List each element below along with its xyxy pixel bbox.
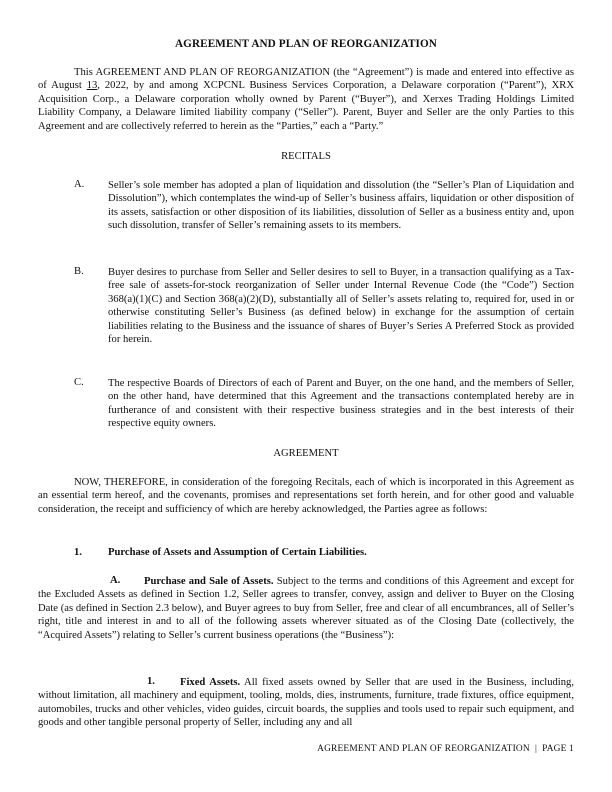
section-a-label: A. [110,575,121,586]
footer-separator: | [534,744,538,754]
document-title: AGREEMENT AND PLAN OF REORGANIZATION [175,38,437,50]
section-1-heading: Purchase of Assets and Assumption of Certain Liabilities. [108,547,367,558]
intro-text-end: , 2022, by and among XCPCNL Business Services Corporation, a Delaware corporation (“Parent”), XRX Acquisition Corp., a Delaware corporation wholly owned by Parent (“Buyer”), and Xerxes Trading Holdings Limited Liability Company, a Delaware limited liability company (“Seller”). Parent, Buyer and Seller are the only Parties to this Agreement and are collectively referred to herein as the “Parties,” each a “Party.” [38,80,574,132]
item-1-paragraph [38,676,574,730]
item-1-heading: Fixed Assets. [180,677,241,688]
page-footer [317,744,574,754]
footer-page-number: PAGE 1 [542,744,574,754]
intro-paragraph [38,66,574,133]
effective-day: 13 [86,80,98,92]
recital-c-label: C. [74,377,84,388]
recitals-heading: RECITALS [281,151,331,162]
recital-c-text: The respective Boards of Directors of each of Parent and Buyer, on the one hand, and the members of Seller, on the other hand, have determined that this Agreement and the transactions contemplated hereby are in furtherance of and consistent with their respective business strategies and in the best interests of their respective equity owners. [108,378,574,430]
recital-b-text: Buyer desires to purchase from Seller and Seller desires to sell to Buyer, in a transaction qualifying as a Tax-free sale of assets-for-stock reorganization of Seller under Internal Revenue Code (the “Code”) Section 368(a)(1)(C) and Section 368(a)(2)(D), substantially all of Seller’s assets relating to, required for, used in or otherwise constituting Seller’s Business (as defined below) in exchange for the assumption of certain liabilities relating to the Business and the issuance of shares of Buyer’s Series A Preferred Stock as provided for herein. [108,267,574,346]
item-1-label: 1. [147,676,155,687]
section-a-paragraph [38,575,574,642]
footer-title: AGREEMENT AND PLAN OF REORGANIZATION [317,744,530,754]
item-1-text: All fixed assets owned by Seller that are used in the Business, including, without limitation, all machinery and equipment, tooling, molds, dies, instruments, furniture, trade fixtures, office equipment, automobiles, trucks and other vehicles, video guides, circuit boards, the supplies and tools used to repair such equipment, and goods and other tangible personal property of Seller, including any and all [38,677,574,729]
section-a-text: Subject to the terms and conditions of this Agreement and except for the Excluded Assets as defined in Section 1.2, Seller agrees to transfer, convey, assign and deliver to Buyer on the Closing Date (as defined in Section 2.3 below), and Buyer agrees to buy from Seller, free and clear of all encumbrances, all of Seller’s right, title and interest in and to all of the following assets wherever situated as of the Closing Date (collectively, the “Acquired Assets”) relating to Seller’s current business operations (the “Business”): [38,576,575,641]
section-a-heading: Purchase and Sale of Assets. [144,576,274,587]
recital-b-label: B. [74,266,84,277]
agreement-heading: AGREEMENT [273,448,339,459]
recital-a-text: Seller’s sole member has adopted a plan of liquidation and dissolution (the “Seller’s Plan of Liquidation and Dissolution”), which contemplates the wind-up of Seller’s business affairs, liquidation or other disposition of its assets, satisfaction or other disposition of its liabilities, dissolution of Seller as a business entity and, upon such dissolution, transfer of Seller’s remaining assets to its members. [108,180,574,232]
recital-a-label: A. [74,179,85,190]
section-1-number: 1. [74,547,82,558]
intro-text-start: This AGREEMENT AND PLAN OF REORGANIZATION (the “Agreement”) is made and entered into effective as of August [38,67,574,92]
now-therefore-paragraph: NOW, THEREFORE, in consideration of the foregoing Recitals, each of which is incorporated in this Agreement as an essential term hereof, and the covenants, promises and representations set forth herein, and for other good and valuable consideration, the receipt and sufficiency of which are hereby acknowledged, the Parties agree as follows: [38,477,574,515]
